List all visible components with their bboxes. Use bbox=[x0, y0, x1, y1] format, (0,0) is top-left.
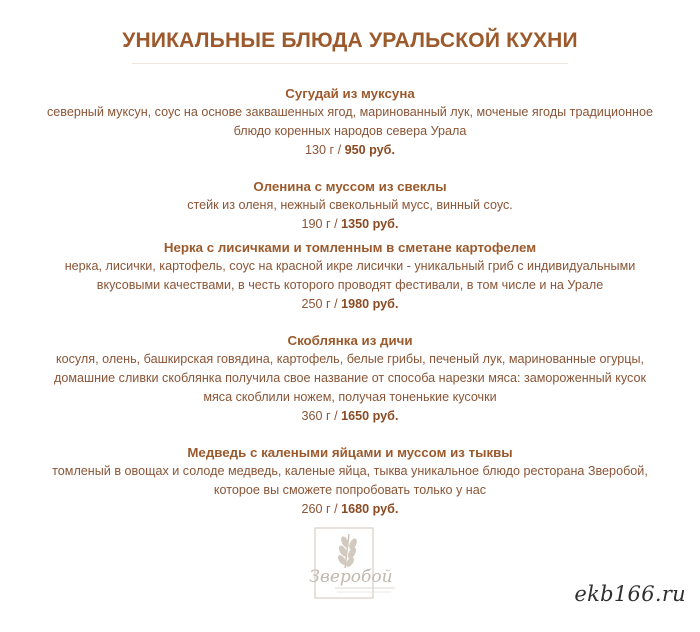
dish-weight: 260 г / bbox=[301, 502, 342, 516]
dish-price bbox=[10, 407, 690, 426]
dish-description: блюдо коренных народов севера Урала bbox=[233, 124, 467, 138]
menu-item bbox=[10, 443, 690, 519]
page-title: УНИКАЛЬНЫЕ БЛЮДА УРАЛЬСКОЙ КУХНИ bbox=[122, 29, 578, 52]
dish-cost: 1680 руб. bbox=[341, 502, 399, 516]
dish-cost: 1980 руб. bbox=[341, 297, 399, 311]
restaurant-logo bbox=[301, 524, 409, 604]
dish-description: нерка, лисички, картофель, соус на красной икре лисички - уникальный гриб с индивидуальными bbox=[64, 259, 636, 273]
wheat-leaf-icon bbox=[301, 524, 409, 604]
dish-description: мяса скоблили ножем, получая тоненькие кусочки bbox=[203, 390, 497, 404]
dish-cost: 950 руб. bbox=[344, 143, 395, 157]
dish-price bbox=[10, 215, 690, 234]
menu-item bbox=[10, 177, 690, 234]
dish-price bbox=[10, 500, 690, 519]
dish-description: домашние сливки скоблянка получила свое название от способа нарезки мяса: замороженный кусок bbox=[54, 371, 646, 385]
dish-weight: 250 г / bbox=[301, 297, 342, 311]
dish-name: Скоблянка из дичи bbox=[287, 333, 413, 348]
dish-weight: 190 г / bbox=[301, 217, 342, 231]
menu-item bbox=[10, 238, 690, 314]
dish-description: вкусовыми качествами, в честь которого проводят фестивали, в том числе и на Урале bbox=[96, 278, 604, 292]
menu-item bbox=[10, 84, 690, 160]
dish-price bbox=[10, 141, 690, 160]
site-watermark: ekb166.ru bbox=[574, 582, 686, 606]
dish-cost: 1350 руб. bbox=[341, 217, 399, 231]
dish-description: томленый в овощах и солоде медведь, каленые яйца, тыква уникальное блюдо ресторана Зверобой, bbox=[52, 464, 648, 478]
dish-weight: 130 г / bbox=[305, 143, 345, 157]
dish-description: косуля, олень, башкирская говядина, картофель, белые грибы, печеный лук, маринованные огурцы, bbox=[55, 352, 645, 366]
dish-name: Медведь с калеными яйцами и муссом из тыквы bbox=[187, 445, 513, 460]
menu-item bbox=[10, 331, 690, 426]
dish-name: Нерка с лисичками и томленным в сметане картофелем bbox=[163, 240, 537, 255]
title-divider bbox=[132, 63, 568, 64]
dish-description: стейк из оленя, нежный свекольный мусс, винный соус. bbox=[187, 198, 513, 212]
svg-text:Зверобой: Зверобой bbox=[309, 567, 393, 587]
dish-name: Сугудай из муксуна bbox=[285, 86, 415, 101]
dish-weight: 360 г / bbox=[301, 409, 342, 423]
dish-price bbox=[10, 295, 690, 314]
dish-description: северный муксун, соус на основе заквашенных ягод, маринованный лук, моченые ягоды традиционное bbox=[46, 105, 654, 119]
dish-description: которое вы сможете попробовать только у нас bbox=[213, 483, 487, 497]
dish-name: Оленина с муссом из свеклы bbox=[253, 179, 447, 194]
dish-cost: 1650 руб. bbox=[341, 409, 399, 423]
